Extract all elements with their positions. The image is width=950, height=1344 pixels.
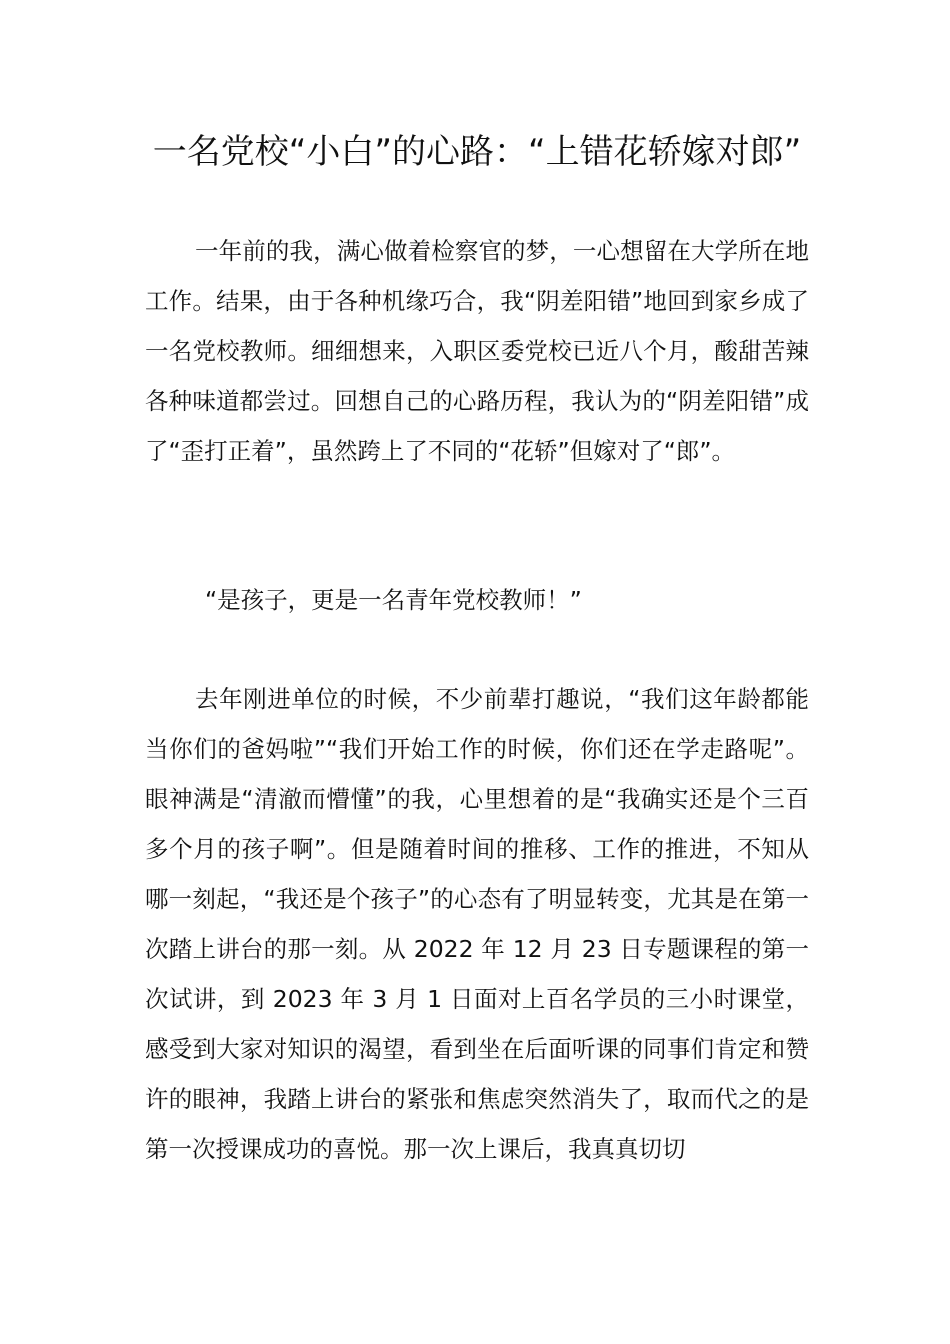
section-subheading: “是孩子，更是一名青年党校教师！” bbox=[205, 586, 582, 614]
document-title: 一名党校“小白”的心路：“上错花轿嫁对郎” bbox=[152, 132, 802, 172]
paragraph-body: 去年刚进单位的时候，不少前辈打趣说，“我们这年龄都能当你们的爸妈啦”“我们开始工作的时候，你们还在学走路呢”。眼神满是“清澈而懵懂”的我，心里想着的是“我确实还是个三百多个月的孩子啊”。但是随着时间的推移、工作的推进，不知从哪一刻起，“我还是个孩子”的心态有了明显转变，尤其是在第一次踏上讲台的那一刻。从 2022 年 12 月 23 日专题课程的第一次试讲，到 2023 年 3 月 1 日面对上百名学员的三小时课堂，感受到大家对知识的渴望，看到坐在后面听课的同事们肯定和赞许的眼神，我踏上讲台的紧张和焦虑突然消失了，取而代之的是第一次授课成功的喜悦。那一次上课后，我真真切切 bbox=[145, 685, 809, 1163]
paragraph-intro: 一年前的我，满心做着检察官的梦，一心想留在大学所在地工作。结果，由于各种机缘巧合，我“阴差阳错”地回到家乡成了一名党校教师。细细想来，入职区委党校已近八个月，酸甜苦辣各种味道都尝过。回想自己的心路历程，我认为的“阴差阳错”成了“歪打正着”，虽然跨上了不同的“花轿”但嫁对了“郎”。 bbox=[145, 237, 809, 465]
